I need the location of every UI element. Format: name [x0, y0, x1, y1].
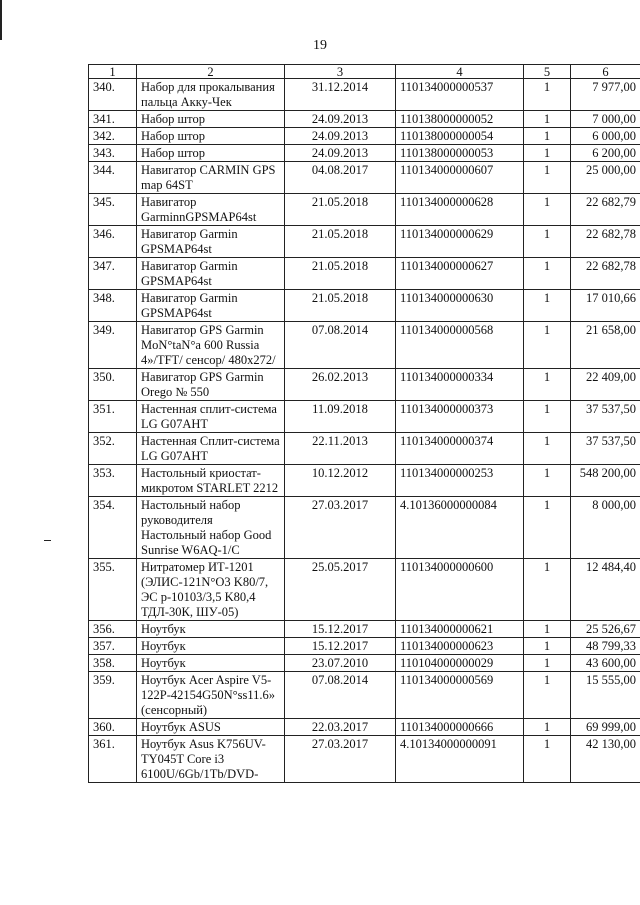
inventory-code-cell: 110134000000629 [396, 226, 524, 258]
acquisition-date-cell: 25.05.2017 [285, 559, 396, 621]
item-name-cell: Ноутбук [137, 655, 285, 672]
item-name-cell: Навигатор Garmin GPSMAP64st [137, 290, 285, 322]
item-name-cell: Навигатор GPS Garmin Orego № 550 [137, 369, 285, 401]
price-cell: 25 000,00 [571, 162, 640, 194]
acquisition-date-cell: 21.05.2018 [285, 258, 396, 290]
inventory-code-cell: 110134000000568 [396, 322, 524, 369]
inventory-code-cell: 110134000000621 [396, 621, 524, 638]
item-number-cell: 348. [89, 290, 137, 322]
acquisition-date-cell: 10.12.2012 [285, 465, 396, 497]
acquisition-date-cell: 07.08.2014 [285, 322, 396, 369]
quantity-cell: 1 [524, 433, 571, 465]
table-row [89, 79, 640, 111]
column-header: 1 [89, 65, 137, 79]
item-number-cell: 341. [89, 111, 137, 128]
quantity-cell: 1 [524, 162, 571, 194]
inventory-code-cell: 110134000000253 [396, 465, 524, 497]
table-row [89, 401, 640, 433]
price-cell: 6 000,00 [571, 128, 640, 145]
table-row [89, 162, 640, 194]
price-cell: 6 200,00 [571, 145, 640, 162]
item-number-cell: 351. [89, 401, 137, 433]
price-cell: 7 977,00 [571, 79, 640, 111]
item-name-cell: Навигатор Garmin GPSMAP64st [137, 226, 285, 258]
quantity-cell: 1 [524, 497, 571, 559]
item-number-cell: 356. [89, 621, 137, 638]
quantity-cell: 1 [524, 258, 571, 290]
inventory-table [88, 64, 640, 783]
inventory-code-cell: 110134000000334 [396, 369, 524, 401]
acquisition-date-cell: 11.09.2018 [285, 401, 396, 433]
item-number-cell: 359. [89, 672, 137, 719]
acquisition-date-cell: 31.12.2014 [285, 79, 396, 111]
item-name-cell: Набор штор [137, 128, 285, 145]
table-row [89, 226, 640, 258]
inventory-code-cell: 110134000000627 [396, 258, 524, 290]
item-number-cell: 355. [89, 559, 137, 621]
item-number-cell: 347. [89, 258, 137, 290]
table-row [89, 145, 640, 162]
item-number-cell: 358. [89, 655, 137, 672]
inventory-code-cell: 4.10136000000084 [396, 497, 524, 559]
inventory-code-cell: 110134000000630 [396, 290, 524, 322]
column-header: 5 [524, 65, 571, 79]
quantity-cell: 1 [524, 369, 571, 401]
column-header: 6 [571, 65, 640, 79]
binding-edge-mark [0, 0, 2, 40]
item-number-cell: 357. [89, 638, 137, 655]
inventory-code-cell: 110104000000029 [396, 655, 524, 672]
inventory-code-cell: 110134000000569 [396, 672, 524, 719]
item-name-cell: Набор штор [137, 145, 285, 162]
price-cell: 37 537,50 [571, 433, 640, 465]
price-cell: 548 200,00 [571, 465, 640, 497]
table-row [89, 258, 640, 290]
quantity-cell: 1 [524, 638, 571, 655]
item-name-cell: Настенная сплит-система LG G07AHT [137, 401, 285, 433]
quantity-cell: 1 [524, 559, 571, 621]
item-number-cell: 353. [89, 465, 137, 497]
table-row [89, 290, 640, 322]
table-row [89, 194, 640, 226]
item-name-cell: Настенная Сплит-система LG G07AHT [137, 433, 285, 465]
acquisition-date-cell: 23.07.2010 [285, 655, 396, 672]
item-name-cell: Навигатор GarminnGPSMAP64st [137, 194, 285, 226]
quantity-cell: 1 [524, 401, 571, 433]
acquisition-date-cell: 27.03.2017 [285, 497, 396, 559]
quantity-cell: 1 [524, 672, 571, 719]
table-row [89, 111, 640, 128]
item-name-cell: Набор штор [137, 111, 285, 128]
item-name-cell: Ноутбук [137, 621, 285, 638]
quantity-cell: 1 [524, 465, 571, 497]
item-name-cell: Ноутбук Asus K756UV-TY045T Core i3 6100U/6Gb/1Tb/DVD- [137, 736, 285, 783]
header-row [89, 65, 640, 79]
price-cell: 43 600,00 [571, 655, 640, 672]
inventory-code-cell: 110134000000373 [396, 401, 524, 433]
inventory-code-cell: 110134000000607 [396, 162, 524, 194]
item-number-cell: 342. [89, 128, 137, 145]
table-row [89, 672, 640, 719]
acquisition-date-cell: 07.08.2014 [285, 672, 396, 719]
inventory-code-cell: 110134000000600 [396, 559, 524, 621]
table-row [89, 322, 640, 369]
table-row [89, 465, 640, 497]
quantity-cell: 1 [524, 194, 571, 226]
price-cell: 7 000,00 [571, 111, 640, 128]
table-row [89, 559, 640, 621]
margin-tick-mark [44, 540, 51, 541]
inventory-code-cell: 110134000000628 [396, 194, 524, 226]
price-cell: 22 409,00 [571, 369, 640, 401]
quantity-cell: 1 [524, 128, 571, 145]
table-row [89, 621, 640, 638]
acquisition-date-cell: 21.05.2018 [285, 226, 396, 258]
acquisition-date-cell: 15.12.2017 [285, 621, 396, 638]
quantity-cell: 1 [524, 111, 571, 128]
inventory-code-cell: 110138000000052 [396, 111, 524, 128]
inventory-code-cell: 110134000000374 [396, 433, 524, 465]
price-cell: 12 484,40 [571, 559, 640, 621]
table-row [89, 369, 640, 401]
price-cell: 22 682,78 [571, 226, 640, 258]
item-name-cell: Навигатор CARMIN GPS map 64ST [137, 162, 285, 194]
acquisition-date-cell: 22.03.2017 [285, 719, 396, 736]
price-cell: 37 537,50 [571, 401, 640, 433]
table-row [89, 638, 640, 655]
item-number-cell: 343. [89, 145, 137, 162]
item-name-cell: Навигатор GPS Garmin MoN°taN°a 600 Russia 4»/TFT/ сенсор/ 480x272/ [137, 322, 285, 369]
item-name-cell: Ноутбук [137, 638, 285, 655]
acquisition-date-cell: 24.09.2013 [285, 111, 396, 128]
acquisition-date-cell: 21.05.2018 [285, 194, 396, 226]
item-name-cell: Ноутбук Acer Aspire V5-122P-42154G50N°ss11.6» (сенсорный) [137, 672, 285, 719]
inventory-code-cell: 110138000000053 [396, 145, 524, 162]
quantity-cell: 1 [524, 655, 571, 672]
acquisition-date-cell: 24.09.2013 [285, 128, 396, 145]
inventory-code-cell: 110134000000537 [396, 79, 524, 111]
page-number: 19 [313, 38, 327, 53]
item-name-cell: Ноутбук ASUS [137, 719, 285, 736]
acquisition-date-cell: 27.03.2017 [285, 736, 396, 783]
inventory-code-cell: 4.10134000000091 [396, 736, 524, 783]
quantity-cell: 1 [524, 226, 571, 258]
quantity-cell: 1 [524, 290, 571, 322]
item-number-cell: 361. [89, 736, 137, 783]
quantity-cell: 1 [524, 322, 571, 369]
price-cell: 17 010,66 [571, 290, 640, 322]
price-cell: 15 555,00 [571, 672, 640, 719]
item-number-cell: 344. [89, 162, 137, 194]
item-name-cell: Навигатор Garmin GPSMAP64st [137, 258, 285, 290]
quantity-cell: 1 [524, 79, 571, 111]
column-header: 3 [285, 65, 396, 79]
acquisition-date-cell: 26.02.2013 [285, 369, 396, 401]
column-header: 4 [396, 65, 524, 79]
column-header: 2 [137, 65, 285, 79]
item-name-cell: Нитратомер ИТ-1201 (ЭЛИС-121N°O3 K80/7, ЭС р-10103/3,5 K80,4 ТДЛ-30К, ШУ-05) [137, 559, 285, 621]
item-number-cell: 340. [89, 79, 137, 111]
price-cell: 48 799,33 [571, 638, 640, 655]
table-row [89, 655, 640, 672]
price-cell: 22 682,79 [571, 194, 640, 226]
acquisition-date-cell: 04.08.2017 [285, 162, 396, 194]
table-row [89, 719, 640, 736]
price-cell: 69 999,00 [571, 719, 640, 736]
quantity-cell: 1 [524, 736, 571, 783]
item-number-cell: 360. [89, 719, 137, 736]
quantity-cell: 1 [524, 145, 571, 162]
item-name-cell: Набор для прокалывания пальца Акку-Чек [137, 79, 285, 111]
acquisition-date-cell: 15.12.2017 [285, 638, 396, 655]
inventory-code-cell: 110134000000666 [396, 719, 524, 736]
item-name-cell: Настольный криостат-микротом STARLET 2212 [137, 465, 285, 497]
quantity-cell: 1 [524, 621, 571, 638]
item-number-cell: 349. [89, 322, 137, 369]
table-row [89, 128, 640, 145]
item-number-cell: 352. [89, 433, 137, 465]
item-number-cell: 350. [89, 369, 137, 401]
price-cell: 25 526,67 [571, 621, 640, 638]
price-cell: 22 682,78 [571, 258, 640, 290]
item-number-cell: 346. [89, 226, 137, 258]
table-row [89, 736, 640, 783]
price-cell: 21 658,00 [571, 322, 640, 369]
inventory-code-cell: 110134000000623 [396, 638, 524, 655]
acquisition-date-cell: 22.11.2013 [285, 433, 396, 465]
item-name-cell: Настольный набор руководителя Настольный набор Good Sunrise W6AQ-1/C [137, 497, 285, 559]
acquisition-date-cell: 24.09.2013 [285, 145, 396, 162]
item-number-cell: 345. [89, 194, 137, 226]
table-row [89, 433, 640, 465]
table-row [89, 497, 640, 559]
item-number-cell: 354. [89, 497, 137, 559]
inventory-code-cell: 110138000000054 [396, 128, 524, 145]
acquisition-date-cell: 21.05.2018 [285, 290, 396, 322]
price-cell: 42 130,00 [571, 736, 640, 783]
quantity-cell: 1 [524, 719, 571, 736]
price-cell: 8 000,00 [571, 497, 640, 559]
